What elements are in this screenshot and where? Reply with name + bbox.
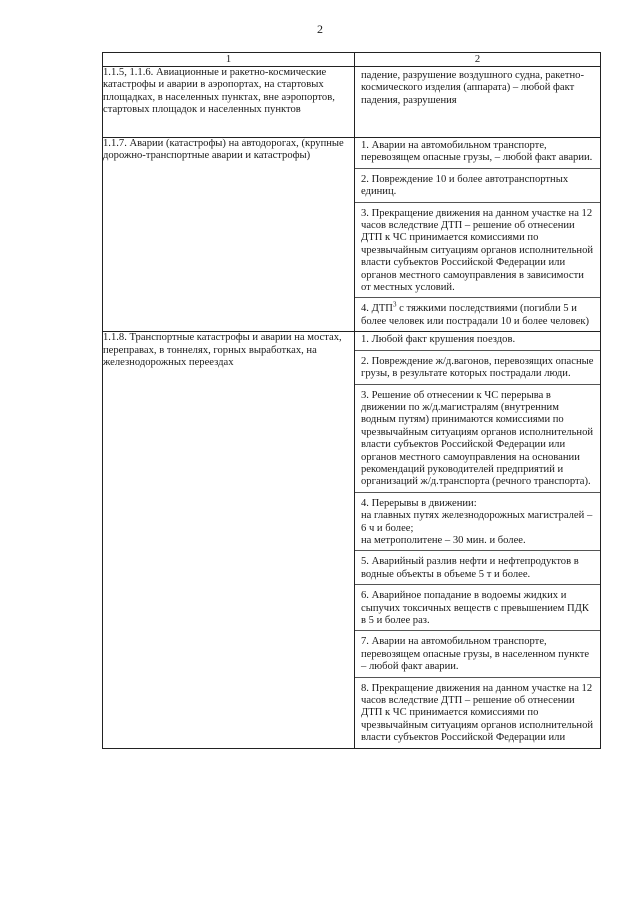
criteria-item-heading: 4. Перерывы в движении: (361, 497, 477, 509)
category-cell: 1.1.7. Аварии (катастрофы) на автодорогах, (крупные дорожно-транспортные аварии и катастрофы) (103, 138, 355, 332)
criteria-item: 8. Прекращение движения на данном участке на 12 часов вследствие ДТП – решение об отнесении ДТП к ЧС принимается комиссиями по чрезвычайным ситуациям органов исполнительной власти субъектов Российской Федерации или (361, 682, 594, 744)
table-header-row (103, 53, 601, 67)
category-cell: 1.1.5, 1.1.6. Авиационные и ракетно-космические катастрофы и аварии в аэропортах, на стартовых площадках, в населенных пунктах, вне аэропортов, стартовых площадок и населенных пунктов (103, 67, 355, 138)
column-header-2: 2 (355, 53, 601, 67)
criteria-item: 5. Аварийный разлив нефти и нефтепродуктов в водные объекты в объеме 5 т и более. (355, 554, 600, 585)
footnote-marker: 3 (392, 300, 397, 309)
criteria-item: 2. Повреждение 10 и более автотранспортных единиц. (355, 172, 600, 203)
category-cell: 1.1.8. Транспортные катастрофы и аварии на мостах, переправах, в тоннелях, горных выработках, на железнодорожных переездах (103, 332, 355, 748)
criteria-cell (355, 138, 601, 332)
criteria-item: 7. Аварии на автомобильном транспорте, перевозящем опасные грузы, в населенном пункте – любой факт аварии. (355, 634, 600, 677)
column-header-1: 1 (103, 53, 355, 67)
criteria-cell (355, 67, 601, 138)
table-row (103, 332, 601, 748)
criteria-item-text: 4. ДТП$^3$ с тяжкими последствиями (погибли 5 и более человек или пострадали 10 и более человек) (361, 300, 590, 327)
criteria-cell (355, 332, 601, 748)
emergency-criteria-table (102, 52, 601, 749)
page-number: 2 (317, 22, 323, 36)
criteria-item (355, 496, 600, 552)
criteria-item: 3. Решение об отнесении к ЧС перерыва в движении по ж/д.магистралям (внутренним водным путям) принимаются комиссиями по чрезвычайным ситуациям органов исполнительной власти субъектов Российской Федерации или органов местного самоуправления на основании рекомендаций руководителей предприятий и организаций ж/д.транспорта (речного транспорта). (355, 388, 600, 493)
criteria-item: 2. Повреждение ж/д.вагонов, перевозящих опасные грузы, в результате которых пострадали люди. (355, 354, 600, 385)
criteria-subline: на главных путях железнодорожных магистралей – 6 ч и более; (361, 510, 593, 534)
criteria-item: 1. Аварии на автомобильном транспорте, перевозящем опасные грузы, – любой факт аварии. (355, 138, 600, 169)
criteria-item: 6. Аварийное попадание в водоемы жидких и сыпучих токсичных веществ с превышением ПДК в 5 и более раз. (355, 588, 600, 631)
criteria-subline: на метрополитене – 30 мин. и более. (361, 534, 526, 546)
criteria-item (355, 301, 600, 331)
criteria-text: падение, разрушение воздушного судна, ракетно-космического изделия (аппарата) – любой факт падения, разрушения (361, 70, 585, 106)
criteria-item: 1. Любой факт крушения поездов. (355, 332, 600, 350)
criteria-item: 3. Прекращение движения на данном участке на 12 часов вследствие ДТП – решение об отнесении ДТП к ЧС принимается комиссиями по чрезвычайным ситуациям органов исполнительной власти субъектов Российской Федерации или органов местного самоуправления в зависимости от местных условий. (355, 206, 600, 299)
table-row (103, 67, 601, 138)
table-row (103, 138, 601, 332)
